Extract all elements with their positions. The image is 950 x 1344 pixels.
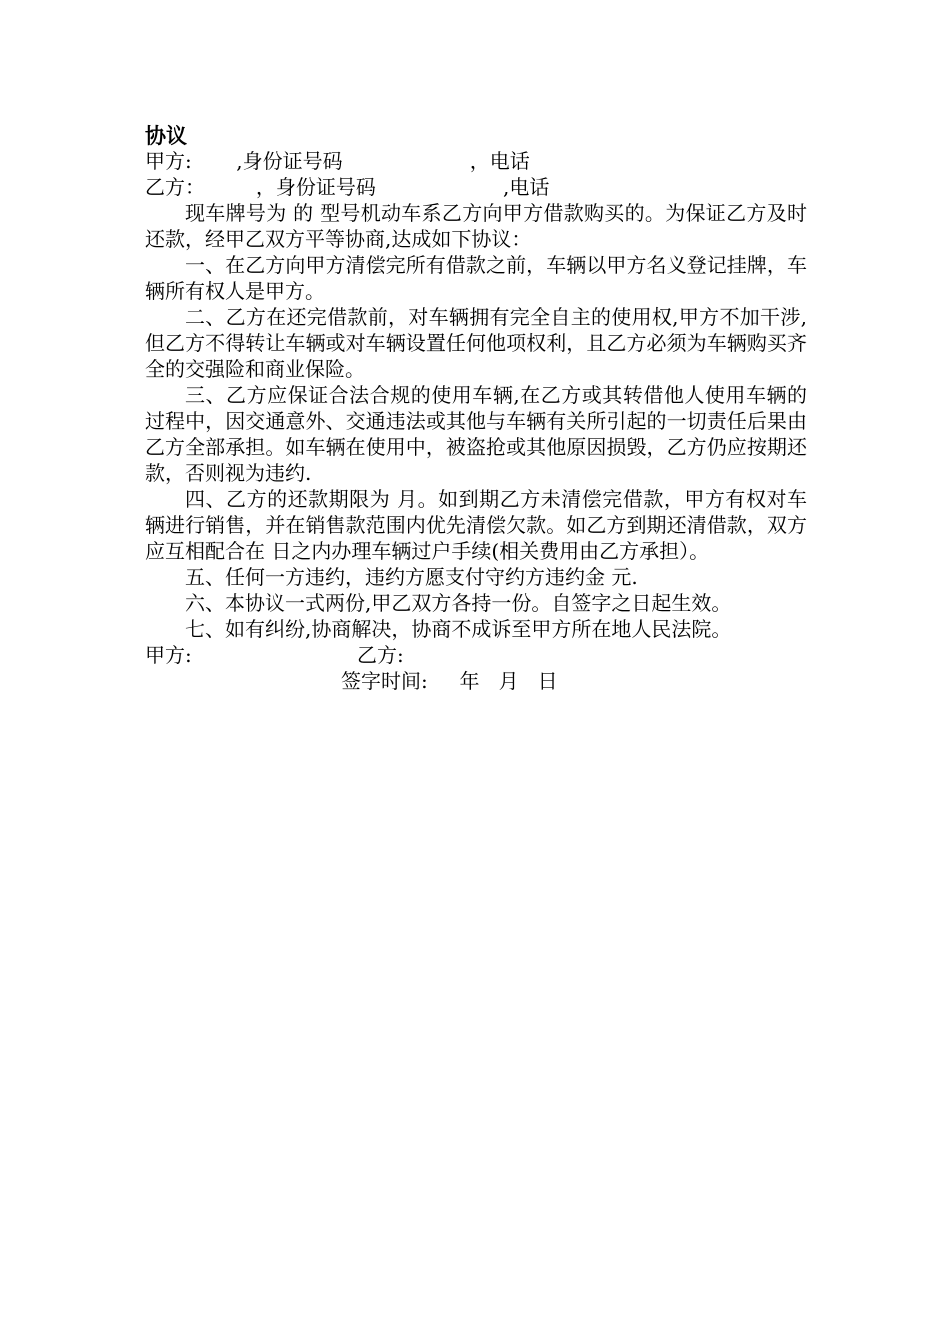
signature-line: 甲方: 乙方:	[145, 643, 404, 667]
clause-7: 七、如有纠纷,协商解决，协商不成诉至甲方所在地人民法院。	[185, 617, 732, 641]
party-a-line: 甲方: ,身份证号码 ，电话	[145, 149, 530, 173]
clause-3: 三、乙方应保证合法合规的使用车辆,在乙方或其转借他人使用车辆的过程中，因交通意外、交通违法或其他与车辆有关所引起的一切责任后果由乙方全部承担。如车辆在使用中，被盗抢或其他原因损毁，乙方仍应按期还款，否则视为违约.	[145, 383, 807, 485]
clause-4: 四、乙方的还款期限为 月。如到期乙方未清偿完借款，甲方有权对车辆进行销售，并在销售款范围内优先清偿欠款。如乙方到期还清借款，双方应互相配合在 日之内办理车辆过户手续(相关费用由乙方承担）。	[145, 487, 807, 563]
clause-5: 五、任何一方违约，违约方愿支付守约方违约金 元.	[185, 565, 638, 589]
party-b-line: 乙方： ，身份证号码 ,电话	[145, 175, 550, 199]
clause-6: 六、本协议一式两份,甲乙双方各持一份。自签字之日起生效。	[185, 591, 732, 615]
preamble-paragraph: 现车牌号为 的 型号机动车系乙方向甲方借款购买的。为保证乙方及时还款，经甲乙双方平等协商,达成如下协议：	[145, 201, 807, 251]
agreement-document	[145, 122, 807, 694]
document-title: 协议	[145, 123, 187, 148]
clause-2: 二、乙方在还完借款前，对车辆拥有完全自主的使用权,甲方不加干涉,但乙方不得转让车辆或对车辆设置任何他项权利，且乙方必须为车辆购买齐全的交强险和商业保险。	[145, 305, 807, 381]
clause-1: 一、在乙方向甲方清偿完所有借款之前，车辆以甲方名义登记挂牌，车辆所有权人是甲方。	[145, 253, 807, 303]
sign-time-line: 签字时间: 年 月 日	[341, 669, 558, 693]
